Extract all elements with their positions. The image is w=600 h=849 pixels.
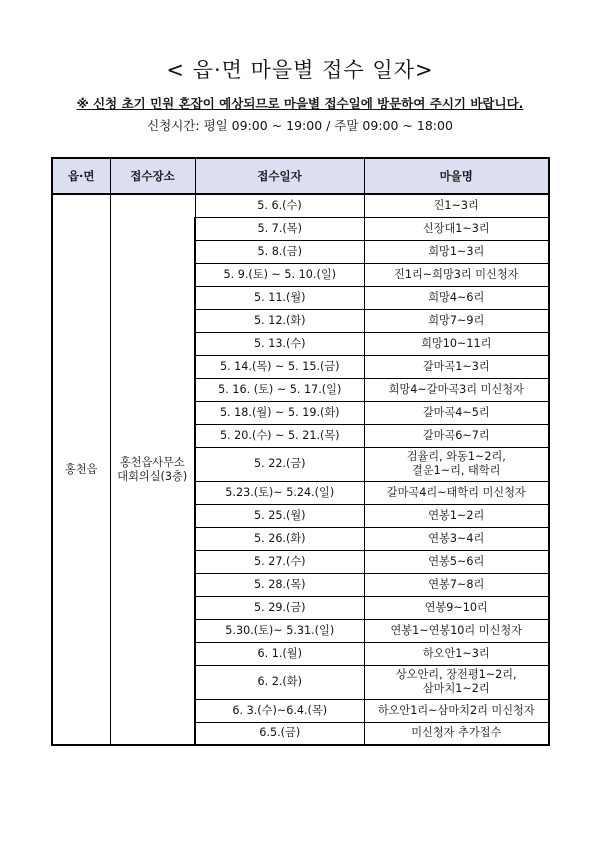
village-cell: 갈마곡6~7리 — [364, 424, 549, 447]
village-cell: 하오안1리~삼마치2리 미신청자 — [364, 699, 549, 722]
village-line-1: 상오안리, 장전평1~2리, — [395, 668, 517, 681]
table-row — [52, 194, 549, 217]
date-cell: 5.30.(토)~ 5.31.(일) — [195, 619, 364, 642]
date-cell: 5. 29.(금) — [195, 596, 364, 619]
village-cell: 연봉1~2리 — [364, 504, 549, 527]
village-line-2: 결운1~리, 태학리 — [412, 464, 501, 477]
place-line-1: 홍천읍사무소 — [119, 455, 185, 469]
date-cell: 5. 9.(토) ~ 5. 10.(일) — [195, 263, 364, 286]
village-cell: 하오안1~3리 — [364, 642, 549, 665]
village-cell: 희망1~3리 — [364, 240, 549, 263]
village-cell: 신장대1~3리 — [364, 217, 549, 240]
village-cell: 연봉7~8리 — [364, 573, 549, 596]
header-date: 접수일자 — [195, 158, 364, 194]
notice-text: ※ 신청 초기 민원 혼잡이 예상되므로 마을별 접수일에 방문하여 주시기 바랍니다. — [76, 96, 524, 111]
village-cell: 갈마곡4리~태학리 미신청자 — [364, 481, 549, 504]
village-line-2: 삼마치1~2리 — [422, 682, 490, 695]
village-cell: 갈마곡4~5리 — [364, 401, 549, 424]
date-cell: 5. 26.(화) — [195, 527, 364, 550]
village-cell: 희망10~11리 — [364, 332, 549, 355]
date-cell: 5. 7.(목) — [195, 217, 364, 240]
village-cell: 희망4~6리 — [364, 286, 549, 309]
village-cell: 희망4~갈마곡3리 미신청자 — [364, 378, 549, 401]
village-cell: 연봉3~4리 — [364, 527, 549, 550]
date-cell: 6. 2.(화) — [195, 665, 364, 699]
date-cell: 6. 1.(월) — [195, 642, 364, 665]
village-cell: 연봉9~10리 — [364, 596, 549, 619]
date-cell: 5. 25.(월) — [195, 504, 364, 527]
village-cell — [364, 665, 549, 699]
date-cell: 5. 18.(월) ~ 5. 19.(화) — [195, 401, 364, 424]
date-cell: 5. 6.(수) — [195, 194, 364, 217]
date-cell: 5. 13.(수) — [195, 332, 364, 355]
date-cell: 5. 8.(금) — [195, 240, 364, 263]
town-cell: 홍천읍 — [52, 194, 110, 745]
village-cell: 진1~3리 — [364, 194, 549, 217]
place-cell — [110, 194, 195, 745]
date-cell: 6.5.(금) — [195, 722, 364, 745]
date-cell: 5.23.(토)~ 5.24.(일) — [195, 481, 364, 504]
date-cell: 5. 14.(목) ~ 5. 15.(금) — [195, 355, 364, 378]
date-cell: 5. 28.(목) — [195, 573, 364, 596]
village-line-1: 검율리, 와동1~2리, — [406, 450, 506, 463]
header-town: 읍·면 — [52, 158, 110, 194]
date-cell: 5. 16. (토) ~ 5. 17.(일) — [195, 378, 364, 401]
place-line-2: 대회의실(3층) — [117, 469, 188, 483]
date-cell: 5. 11.(월) — [195, 286, 364, 309]
application-hours: 신청시간: 평일 09:00 ~ 19:00 / 주말 09:00 ~ 18:00 — [147, 118, 453, 133]
table-header-row — [52, 158, 549, 194]
date-cell: 6. 3.(수)~6.4.(목) — [195, 699, 364, 722]
village-cell: 미신청자 추가접수 — [364, 722, 549, 745]
village-cell: 희망7~9리 — [364, 309, 549, 332]
header-place: 접수장소 — [110, 158, 195, 194]
schedule-table — [51, 157, 550, 746]
date-cell: 5. 12.(화) — [195, 309, 364, 332]
header-village: 마을명 — [364, 158, 549, 194]
date-cell: 5. 20.(수) ~ 5. 21.(목) — [195, 424, 364, 447]
village-cell: 갈마곡1~3리 — [364, 355, 549, 378]
village-cell: 진1리~희망3리 미신청자 — [364, 263, 549, 286]
page-title: < 읍·면 마을별 접수 일자> — [166, 58, 434, 82]
village-cell — [364, 447, 549, 481]
date-cell: 5. 22.(금) — [195, 447, 364, 481]
village-cell: 연봉5~6리 — [364, 550, 549, 573]
village-cell: 연봉1~연봉10리 미신청자 — [364, 619, 549, 642]
date-cell: 5. 27.(수) — [195, 550, 364, 573]
